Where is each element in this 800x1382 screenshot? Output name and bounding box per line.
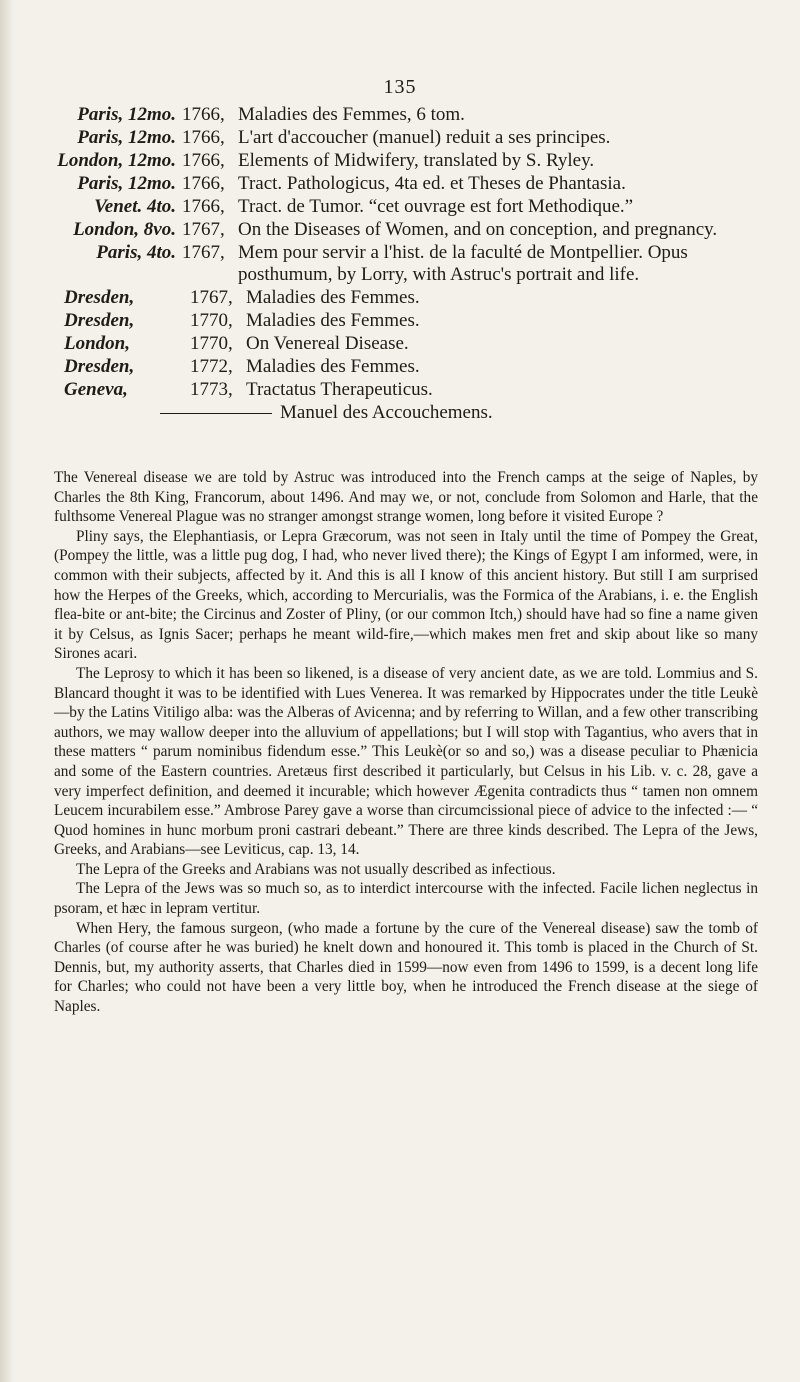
entry-title: Tractatus Therapeuticus. bbox=[246, 379, 433, 400]
entry-title: L'art d'accoucher (manuel) reduit a ses principes. bbox=[238, 127, 611, 148]
entry-title: Tract. Pathologicus, 4ta ed. et Theses de Phantasia. bbox=[238, 173, 626, 194]
entry-place: Dresden, bbox=[64, 287, 135, 308]
entry-place: Paris, 12mo. bbox=[77, 173, 176, 194]
entry-year: 1766, bbox=[182, 104, 225, 125]
entry-place: London, bbox=[64, 333, 130, 354]
bibliography-entry bbox=[56, 150, 756, 172]
entry-title: Maladies des Femmes. bbox=[246, 287, 420, 308]
entry-year: 1770, bbox=[190, 310, 233, 331]
entry-title: Maladies des Femmes. bbox=[246, 310, 420, 331]
entry-year: 1770, bbox=[190, 333, 233, 354]
entry-year: 1767, bbox=[182, 242, 225, 263]
entry-place: London, 12mo. bbox=[57, 150, 176, 171]
entry-title: Elements of Midwifery, translated by S. Ryley. bbox=[238, 150, 595, 171]
bibliography-entry bbox=[56, 287, 756, 309]
bibliography-entry bbox=[56, 356, 756, 378]
entry-year: 1767, bbox=[190, 287, 233, 308]
entry-title: Maladies des Femmes, 6 tom. bbox=[238, 104, 465, 125]
entry-title: Mem pour servir a l'hist. de la faculté de Montpellier. Opus posthumum, by Lorry, with Astruc's portrait and life. bbox=[238, 242, 688, 285]
entry-place: Paris, 12mo. bbox=[77, 127, 176, 148]
page-number: 135 bbox=[383, 76, 417, 98]
entry-year: 1766, bbox=[182, 150, 225, 171]
bibliography-entry bbox=[56, 242, 756, 286]
entry-place: Dresden, bbox=[64, 310, 135, 331]
bibliography-entry-last bbox=[56, 402, 756, 424]
paragraph: Pliny says, the Elephantiasis, or Lepra Græcorum, was not seen in Italy until the time of Pompey the Great, (Pompey the little, was a little pug dog, I had, who never lived there); the Kings of Egypt I am informed, were, in common with their subjects, affected by it. And this is all I know of this ancient history. But still I am surprised how the Herpes of the Greeks, which, according to Mercurialis, was the Formica of the Arabians, i. e. the English flea-bite or ant-bite; the Circinus and Zoster of Pliny, (or our common Itch,) should have had so fine a name given it by Celsus, as Ignis Sacer; perhaps he meant wild-fire,—which makes men fret and skip about like so many Sirones acari. bbox=[54, 527, 758, 663]
paragraph: When Hery, the famous surgeon, (who made a fortune by the cure of the Venereal disease) saw the tomb of Charles (of course after he was buried) he knelt down and honoured it. This tomb is placed in the Church of St. Dennis, but, my authority asserts, that Charles died in 1599—now even from 1496 to 1599, is a decent long life for Charles; who could not have been a very little boy, when he introduced the French disease at the siege of Naples. bbox=[54, 919, 758, 1016]
entry-year: 1766, bbox=[182, 127, 225, 148]
paragraph: The Leprosy to which it has been so likened, is a disease of very ancient date, as we are told. Lommius and S. Blancard thought it was to be identified with Lues Venerea. It was remarked by Hippocrates under the title Leukè—by the Latins Vitiligo alba: was the Alberas of Avicenna; and by referring to Willan, and a few other transcribing authors, we may wallow deeper into the alluvium of appellations; but I will stop with Tagantius, who avers that in these matters “ parum nominibus fidendum esse.” This Leukè(or so and so,) was a disease peculiar to Phænicia and some of the Eastern countries. Aretæus first described it particularly, but Celsus in his Lib. v. c. 28, gave a very imperfect definition, and deemed it incurable; which however Ægenita contradicts thus “ tamen non omnem Leucem incurabilem esse.” Ambrose Parey gave a worse than circumcissional piece of advice to the infected :— “ Quod homines in hunc morbum proni castrari debeant.” There are three kinds described. The Lepra of the Jews, Greeks, and Arabians—see Leviticus, cap. 13, 14. bbox=[54, 664, 758, 859]
entry-title: On the Diseases of Women, and on conception, and pregnancy. bbox=[238, 219, 718, 240]
entry-title: Maladies des Femmes. bbox=[246, 356, 420, 377]
entry-year: 1772, bbox=[190, 356, 233, 377]
entry-place: London, 8vo. bbox=[73, 219, 176, 240]
paragraph: The Venereal disease we are told by Astruc was introduced into the French camps at the seige of Naples, by Charles the 8th King, Francorum, about 1496. And may we, or not, conclude from Solomon and Harle, that the fulthsome Venereal Plague was no stranger amongst strange women, long before it visited Europe ? bbox=[54, 469, 758, 526]
bibliography-entry bbox=[56, 196, 756, 218]
entry-year: 1767, bbox=[182, 219, 225, 240]
paragraph: The Lepra of the Jews was so much so, as to interdict intercourse with the infected. Facile lichen neglectus in psoram, et hæc in lepram vertitur. bbox=[54, 880, 758, 918]
bibliography-entry bbox=[56, 173, 756, 195]
bibliography-entry bbox=[56, 310, 756, 332]
bibliography-entry bbox=[56, 219, 756, 241]
bibliography-entry bbox=[56, 127, 756, 149]
entry-place: Venet. 4to. bbox=[94, 196, 176, 217]
entry-place: Geneva, bbox=[64, 379, 128, 400]
entry-year: 1766, bbox=[182, 196, 225, 217]
bibliography-entry bbox=[56, 104, 756, 126]
body-text bbox=[54, 468, 758, 1017]
entry-place: Paris, 4to. bbox=[96, 242, 176, 263]
page-gutter-shadow bbox=[0, 0, 14, 1382]
paragraph: The Lepra of the Greeks and Arabians was not usually described as infectious. bbox=[76, 860, 556, 878]
entry-place: Dresden, bbox=[64, 356, 135, 377]
bibliography-entry bbox=[56, 333, 756, 355]
ditto-rule bbox=[160, 413, 272, 424]
entry-place: Paris, 12mo. bbox=[77, 104, 176, 125]
bibliography-list bbox=[56, 104, 756, 424]
entry-year: 1766, bbox=[182, 173, 225, 194]
entry-title: Tract. de Tumor. “cet ouvrage est fort Methodique.” bbox=[238, 196, 634, 217]
entry-title: On Venereal Disease. bbox=[246, 333, 409, 354]
entry-year: 1773, bbox=[190, 379, 233, 400]
entry-title: Manuel des Accouchemens. bbox=[280, 402, 493, 423]
bibliography-entry bbox=[56, 379, 756, 401]
